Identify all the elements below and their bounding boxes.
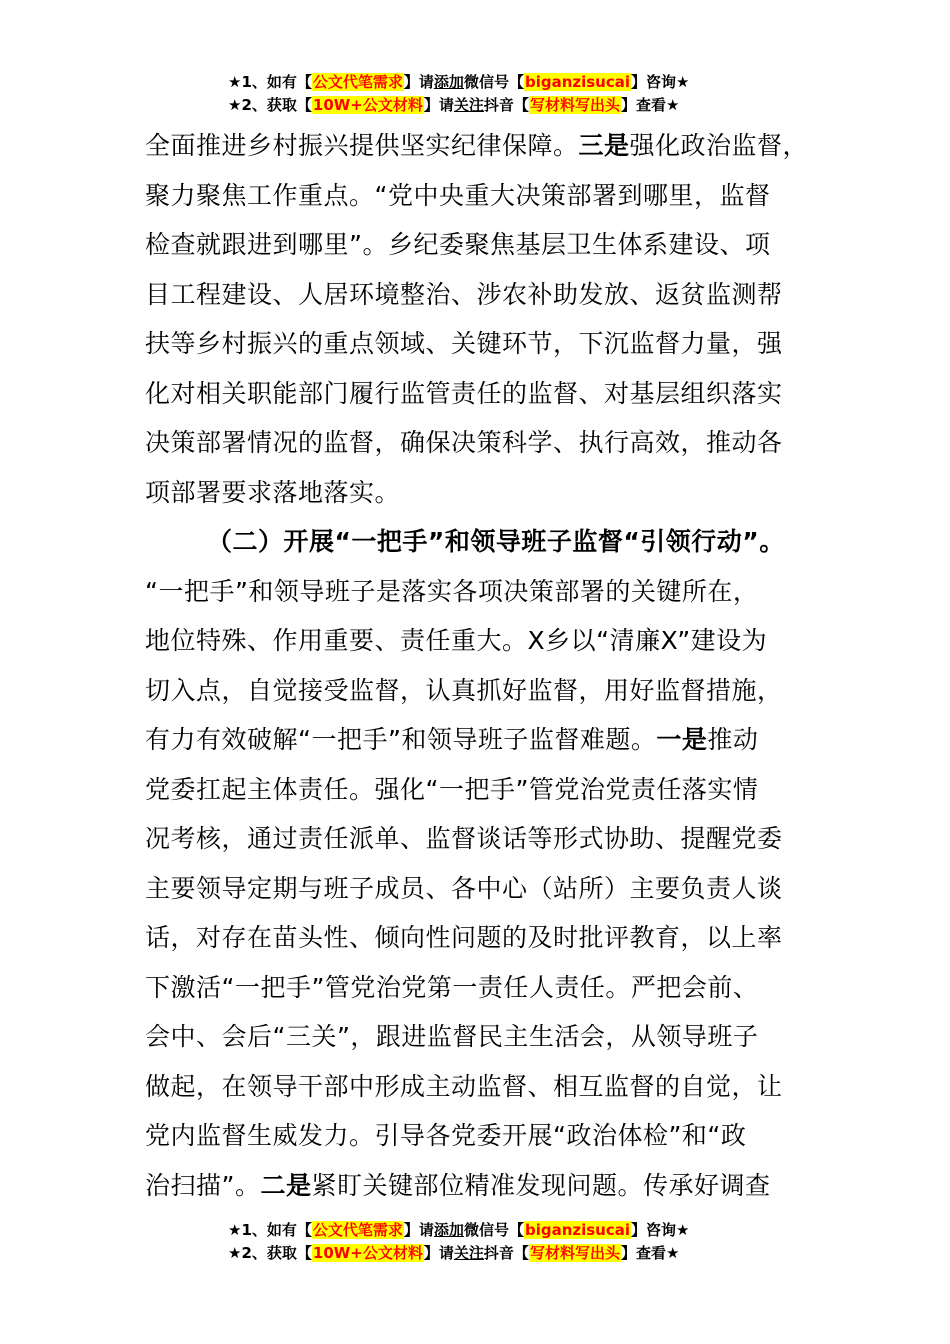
body-line: 有力有效破解“一把手”和领导班子监督难题。一是推动 bbox=[145, 725, 759, 754]
banner-text: 抖音【 bbox=[483, 96, 529, 114]
body-line: “一把手”和领导班子是落实各项决策部署的关键所在， bbox=[145, 576, 759, 606]
body-line: 全面推进乡村振兴提供坚实纪律保障。三是强化政治监督， bbox=[145, 131, 809, 160]
banner-text: ★2、获取【 bbox=[228, 1244, 312, 1262]
body-line: 地位特殊、作用重要、责任重大。X乡以“清廉X”建设为 bbox=[145, 626, 768, 655]
body-line: 党内监督生威发力。引导各党委开展“政治体检”和“政 bbox=[145, 1121, 747, 1150]
highlight-wechat-id: biganzisucai bbox=[524, 1221, 631, 1239]
banner-emphasis: 添加 bbox=[433, 73, 464, 91]
banner-text: 】咨询★ bbox=[631, 73, 690, 91]
highlight-materials: 10W+公文材料 bbox=[312, 96, 423, 114]
body-line: 治扫描”。二是紧盯关键部位精准发现问题。传承好调查 bbox=[145, 1170, 771, 1200]
highlight-ghostwriting: 公文代笔需求 bbox=[312, 73, 403, 91]
highlight-ghostwriting: 公文代笔需求 bbox=[312, 1221, 403, 1239]
banner-emphasis: 关注 bbox=[453, 1244, 484, 1262]
banner-text: ★1、如有【 bbox=[228, 1221, 312, 1239]
body-line: 聚力聚焦工作重点。“党中央重大决策部署到哪里，监督 bbox=[145, 180, 771, 210]
highlight-materials: 10W+公文材料 bbox=[312, 1244, 423, 1262]
document-body bbox=[145, 121, 835, 1210]
body-line: 会中、会后“三关”，跟进监督民主生活会，从领导班子 bbox=[145, 1022, 759, 1051]
banner-text: 】请 bbox=[423, 96, 454, 114]
banner-text: ★1、如有【 bbox=[228, 73, 312, 91]
body-line: 主要领导定期与班子成员、各中心（站所）主要负责人谈 bbox=[145, 873, 783, 903]
body-line: 决策部署情况的监督，确保决策科学、执行高效，推动各 bbox=[145, 428, 783, 457]
body-line: 话，对存在苗头性、倾向性问题的及时批评教育，以上率 bbox=[145, 923, 783, 952]
banner-text: 】查看★ bbox=[620, 96, 680, 114]
body-line: 检查就跟进到哪里”。乡纪委聚焦基层卫生体系建设、项 bbox=[145, 230, 771, 259]
banner-line-1 bbox=[228, 1220, 689, 1240]
banner-emphasis: 关注 bbox=[453, 96, 484, 114]
banner-text: 】查看★ bbox=[620, 1244, 680, 1262]
banner-text: 】请 bbox=[423, 1244, 454, 1262]
body-line: 切入点，自觉接受监督，认真抓好监督，用好监督措施， bbox=[145, 675, 783, 705]
banner-text: 】咨询★ bbox=[631, 1221, 690, 1239]
body-line: 做起，在领导干部中形成主动监督、相互监督的自觉，让 bbox=[145, 1071, 783, 1101]
banner-text: 】请 bbox=[403, 73, 434, 91]
banner-text: 微信号【 bbox=[463, 73, 524, 91]
body-line: 扶等乡村振兴的重点领域、关键环节，下沉监督力量，强 bbox=[145, 329, 783, 358]
body-line: 下激活“一把手”管党治党第一责任人责任。严把会前、 bbox=[145, 972, 759, 1002]
banner-text: 】请 bbox=[403, 1221, 434, 1239]
section-heading: （二）开展“一把手”和领导班子监督“引领行动”。 bbox=[207, 527, 785, 556]
banner-line-2 bbox=[228, 1243, 679, 1263]
highlight-douyin: 写材料写出头 bbox=[529, 96, 620, 114]
body-line: 党委扛起主体责任。强化“一把手”管党治党责任落实情 bbox=[145, 774, 759, 804]
banner-line-2 bbox=[228, 95, 679, 115]
highlight-wechat-id: biganzisucai bbox=[524, 73, 631, 91]
body-line: 目工程建设、人居环境整治、涉农补助发放、返贫监测帮 bbox=[145, 279, 783, 309]
banner-text: ★2、获取【 bbox=[228, 96, 312, 114]
highlight-douyin: 写材料写出头 bbox=[529, 1244, 620, 1262]
banner-line-1 bbox=[228, 72, 689, 92]
body-line: 化对相关职能部门履行监管责任的监督、对基层组织落实 bbox=[145, 378, 783, 408]
body-line: 况考核，通过责任派单、监督谈话等形式协助、提醒党委 bbox=[145, 824, 783, 853]
banner-text: 微信号【 bbox=[463, 1221, 524, 1239]
body-line: 项部署要求落地落实。 bbox=[145, 477, 401, 507]
banner-text: 抖音【 bbox=[483, 1244, 529, 1262]
banner-emphasis: 添加 bbox=[433, 1221, 464, 1239]
